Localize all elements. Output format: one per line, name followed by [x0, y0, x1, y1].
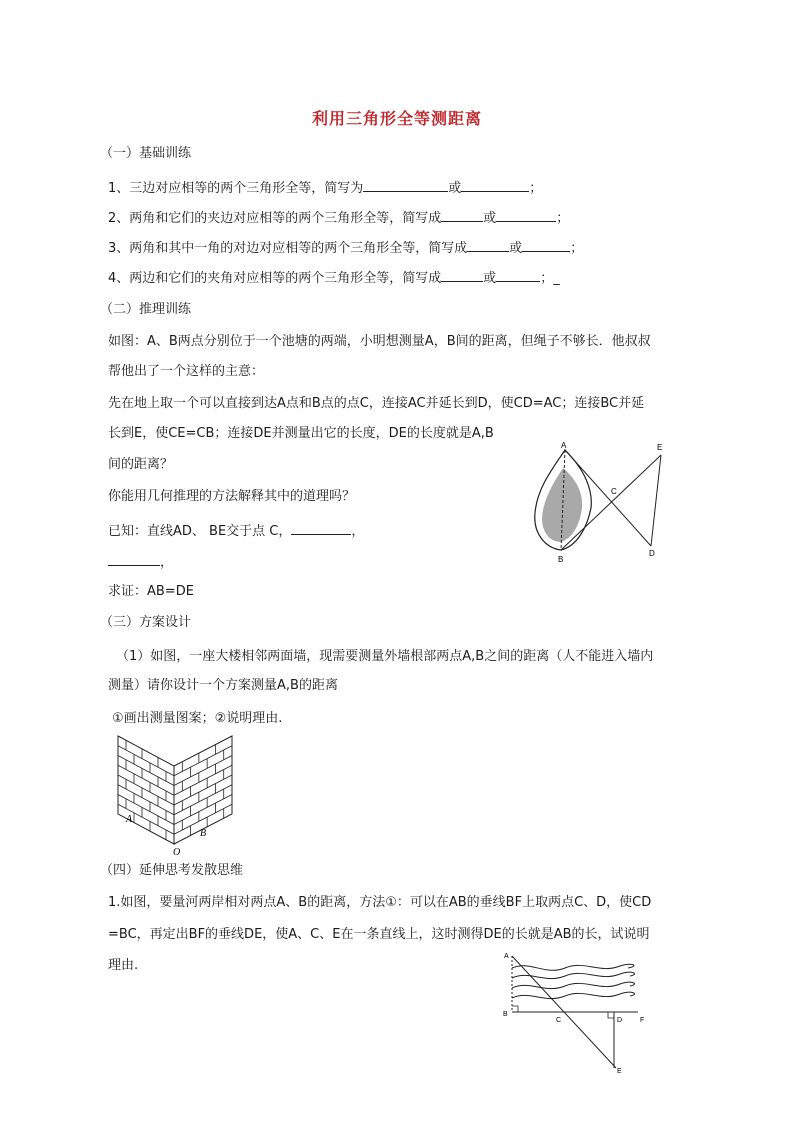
pond-figure	[525, 438, 675, 573]
point-label-b: B	[558, 555, 564, 564]
point-label-c: C	[611, 487, 617, 496]
answer-blank[interactable]	[496, 208, 556, 222]
answer-blank[interactable]	[441, 208, 483, 222]
question-4	[108, 268, 560, 288]
point-label-c: C	[556, 1017, 562, 1024]
paragraph: 如图：A、B两点分别位于一个池塘的两端，小明想测量A，B间的距离，但绳子不够长．他叔叔	[108, 334, 651, 349]
question-1	[108, 178, 542, 198]
or-text: 或	[483, 271, 497, 286]
river-line	[512, 992, 635, 998]
answer-blank[interactable]	[467, 238, 509, 252]
given-end: ，	[351, 524, 365, 539]
line-end: ；	[556, 211, 570, 226]
section-3-heading: （三）方案设计	[100, 615, 192, 630]
paragraph: 测量）请你设计一个方案测量A,B的距离	[108, 678, 338, 693]
line-end: ；	[570, 241, 584, 256]
question-2	[108, 208, 569, 228]
section-1-heading: （一）基础训练	[100, 146, 192, 161]
point-label-b: B	[503, 1011, 508, 1018]
wall-figure	[112, 732, 240, 858]
river-line	[512, 964, 634, 970]
paragraph: 理由.	[108, 958, 139, 973]
or-text: 或	[483, 211, 497, 226]
answer-blank[interactable]	[522, 238, 570, 252]
paragraph: 1.如图，要量河两岸相对两点A、B的距离，方法①：可以在AB的垂线BF上取两点C、D，使CD	[108, 895, 652, 910]
question-2-text: 2、两角和它们的夹边对应相等的两个三角形全等，简写成	[108, 211, 442, 226]
segment-de	[651, 455, 661, 546]
paragraph: 帮他出了一个这样的主意：	[108, 364, 265, 379]
section-4-heading: （四）延伸思考发散思维	[100, 863, 244, 878]
given-line	[108, 521, 364, 541]
paragraph: 间的距离？	[108, 457, 174, 472]
point-label-a: A	[504, 953, 509, 960]
point-label-e: E	[657, 443, 663, 452]
answer-blank[interactable]	[461, 178, 529, 192]
river-figure	[500, 948, 660, 1076]
answer-blank[interactable]	[108, 552, 160, 566]
question-3	[108, 238, 583, 258]
right-angle-mark-d	[608, 1012, 614, 1018]
paragraph: ①画出测量图案；②说明理由.	[112, 711, 283, 726]
river-line	[512, 982, 635, 988]
prove-line: 求证：AB=DE	[108, 584, 194, 599]
question-1-text: 1、三边对应相等的两个三角形全等，简写为	[108, 181, 364, 196]
point-label-d: D	[617, 1017, 623, 1024]
line-end: ；	[529, 181, 543, 196]
paragraph: （1）如图，一座大楼相邻两面墙，现需要测量外墙根部两点A,B之间的距离（人不能进入墙内	[116, 649, 654, 664]
answer-blank[interactable]	[363, 178, 448, 192]
point-label-b: B	[200, 828, 207, 839]
paragraph: 先在地上取一个可以直接到达A点和B点的点C，连接AC并延长到D，使CD=AC；连接BC并延	[108, 396, 645, 411]
point-label-d: D	[649, 549, 655, 558]
point-label-o: O	[173, 847, 181, 858]
paragraph: =BC，再定出BF的垂线DE，使A、C、E在一条直线上，这时测得DE的长就是AB的长，试说明	[108, 927, 650, 942]
point-label-f: F	[640, 1017, 645, 1024]
section-2-heading: （二）推理训练	[100, 302, 192, 317]
point-label-a: A	[126, 814, 133, 825]
answer-blank[interactable]	[291, 521, 351, 535]
point-label-a: A	[561, 441, 567, 450]
right-angle-mark-b	[512, 1006, 518, 1012]
answer-blank[interactable]	[441, 268, 483, 282]
or-text: 或	[509, 241, 523, 256]
answer-blank[interactable]	[496, 268, 540, 282]
line-end: ；_	[540, 271, 560, 286]
left-wall	[118, 736, 174, 844]
paragraph: 长到E，使CE=CB；连接DE并测量出它的长度，DE的长度就是A,B	[108, 426, 494, 441]
or-text: 或	[448, 181, 462, 196]
point-label-e: E	[617, 1068, 622, 1075]
given-end: ，	[160, 555, 174, 570]
given-line-2	[108, 552, 173, 572]
given-text: 已知：直线AD、 BE交于点 C，	[108, 524, 292, 539]
paragraph: 你能用几何推理的方法解释其中的道理吗？	[108, 489, 356, 504]
page-title: 利用三角形全等测距离	[311, 109, 482, 128]
question-4-text: 4、两边和它们的夹角对应相等的两个三角形全等，简写成	[108, 271, 442, 286]
question-3-text: 3、两角和其中一角的对边对应相等的两个三角形全等，简写成	[108, 241, 468, 256]
